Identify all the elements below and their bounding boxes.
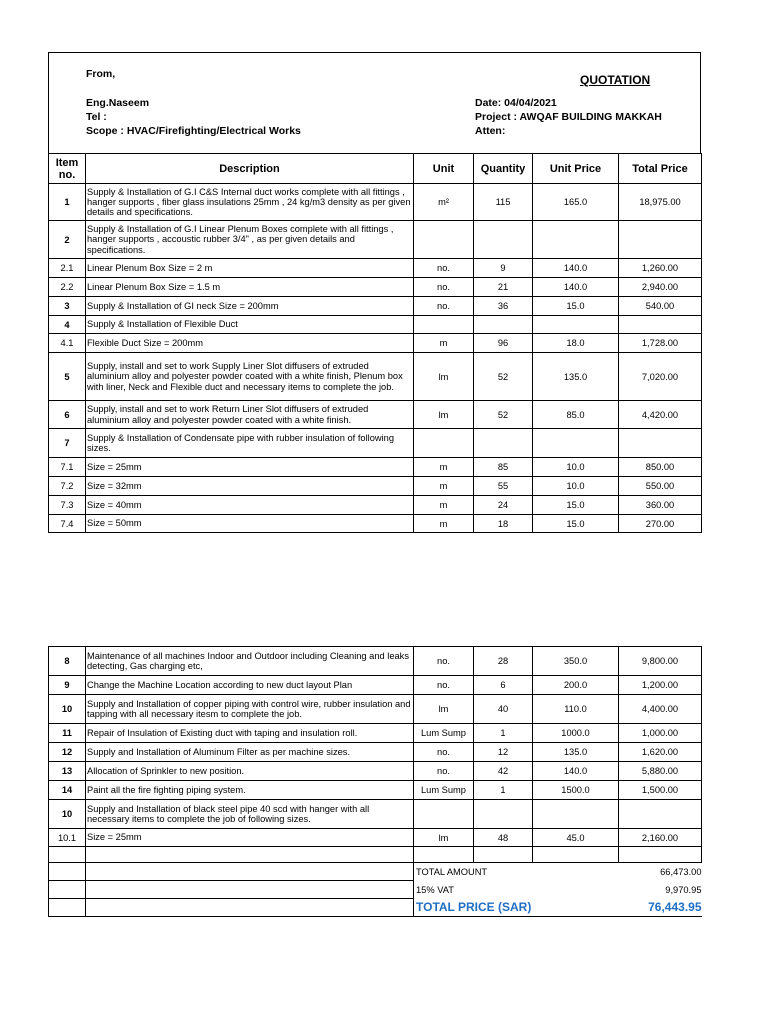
quantity-cell: 115	[474, 184, 533, 221]
table-row	[49, 496, 702, 515]
total-price-cell: 1,260.00	[619, 259, 702, 278]
unit-cell: no.	[414, 647, 474, 676]
table-header-row	[49, 154, 702, 184]
total-price-cell: 1,728.00	[619, 334, 702, 353]
quantity-cell: 48	[474, 829, 533, 847]
unit-cell: Lum Sump	[414, 781, 474, 800]
col-header-item-no: Item no.	[49, 154, 86, 184]
item-no-cell: 1	[49, 184, 86, 221]
table-row	[49, 676, 702, 695]
description-cell: Maintenance of all machines Indoor and Outdoor including Cleaning and leaks detecting, Gas charging etc,	[86, 647, 414, 676]
quantity-cell: 21	[474, 278, 533, 297]
unit-price-cell: 140.0	[533, 259, 619, 278]
table-row	[49, 259, 702, 278]
table-row	[49, 762, 702, 781]
col-header-description: Description	[86, 154, 414, 184]
total-price-cell	[619, 316, 702, 334]
description-cell: Size = 25mm	[86, 458, 414, 477]
description-cell: Supply & Installation of GI neck Size = 200mm	[86, 297, 414, 316]
unit-price-cell: 135.0	[533, 353, 619, 401]
description-cell: Supply and Installation of copper piping with control wire, rubber insulation and tapping with all necessary itesm to complete the job.	[86, 695, 414, 724]
item-no-cell: 9	[49, 676, 86, 695]
unit-price-cell	[533, 429, 619, 458]
total-price-cell: 2,160.00	[619, 829, 702, 847]
description-cell: Supply, install and set to work Return Liner Slot diffusers of extruded aluminium alloy and polyester powder coated with a white finish.	[86, 401, 414, 429]
unit-price-cell: 140.0	[533, 278, 619, 297]
item-no-cell: 7.2	[49, 477, 86, 496]
unit-cell: no.	[414, 762, 474, 781]
quotation-title: QUOTATION	[580, 73, 651, 87]
unit-cell: m	[414, 458, 474, 477]
total-price-cell: 1,620.00	[619, 743, 702, 762]
unit-price-cell: 15.0	[533, 297, 619, 316]
unit-cell: m	[414, 515, 474, 533]
from-label: From,	[86, 68, 116, 80]
description-cell: Supply & Installation of G.I Linear Plenum Boxes complete with all fittings , hanger supports , accoustic rubber 3/4" , as per given details and specifications.	[86, 221, 414, 259]
item-no-cell: 7	[49, 429, 86, 458]
description-cell: Size = 32mm	[86, 477, 414, 496]
description-cell: Linear Plenum Box Size = 2 m	[86, 259, 414, 278]
description-cell: Supply and Installation of black steel pipe 40 scd with hanger with all necessary items to complete the job of following sizes.	[86, 800, 414, 829]
date-text: Date: 04/04/2021	[475, 97, 557, 109]
table-row	[49, 781, 702, 800]
quantity-cell: 85	[474, 458, 533, 477]
total-price-cell	[619, 429, 702, 458]
unit-cell: lm	[414, 829, 474, 847]
unit-price-cell	[533, 221, 619, 259]
description-cell: Supply & Installation of G.I C&S Internal duct works complete with all fittings , hanger supports , fiber glass insulations 25mm , 24 kg/m3 density as per given details and specifications.	[86, 184, 414, 221]
col-header-quantity: Quantity	[474, 154, 533, 184]
unit-cell: Lum Sump	[414, 724, 474, 743]
item-no-cell: 2	[49, 221, 86, 259]
total-price-cell: 4,420.00	[619, 401, 702, 429]
unit-price-cell: 15.0	[533, 515, 619, 533]
quantity-cell: 36	[474, 297, 533, 316]
table-row	[49, 429, 702, 458]
item-no-cell: 7.4	[49, 515, 86, 533]
item-no-cell: 4	[49, 316, 86, 334]
unit-cell: m	[414, 334, 474, 353]
description-cell: Supply and Installation of Aluminum Filter as per machine sizes.	[86, 743, 414, 762]
unit-price-cell: 85.0	[533, 401, 619, 429]
total-price-cell: 1,200.00	[619, 676, 702, 695]
item-no-cell: 6	[49, 401, 86, 429]
quantity-cell: 55	[474, 477, 533, 496]
total-price-cell: 1,500.00	[619, 781, 702, 800]
unit-price-cell: 10.0	[533, 458, 619, 477]
item-no-cell: 10	[49, 800, 86, 829]
total-price-cell: 540.00	[619, 297, 702, 316]
table-row	[49, 695, 702, 724]
unit-price-cell	[533, 316, 619, 334]
unit-cell	[414, 316, 474, 334]
quantity-cell	[474, 316, 533, 334]
total-price-cell: 5,880.00	[619, 762, 702, 781]
description-cell: Repair of Insulation of Existing duct with taping and insulation roll.	[86, 724, 414, 743]
table-row	[49, 353, 702, 401]
item-no-cell: 7.3	[49, 496, 86, 515]
quantity-cell: 24	[474, 496, 533, 515]
description-cell: Size = 25mm	[86, 829, 414, 847]
unit-price-cell: 1000.0	[533, 724, 619, 743]
description-cell: Supply & Installation of Condensate pipe with rubber insulation of following sizes.	[86, 429, 414, 458]
unit-price-cell	[533, 800, 619, 829]
total-price-cell: 270.00	[619, 515, 702, 533]
unit-cell: lm	[414, 401, 474, 429]
item-no-cell: 2.1	[49, 259, 86, 278]
items-table-2	[48, 646, 702, 847]
atten-label: Atten:	[475, 125, 506, 137]
total-amount-label: TOTAL AMOUNT	[414, 863, 619, 881]
total-price-label: TOTAL PRICE (SAR)	[414, 899, 619, 917]
project-text: Project : AWQAF BUILDING MAKKAH	[475, 111, 662, 123]
description-cell: Size = 40mm	[86, 496, 414, 515]
unit-cell: no.	[414, 259, 474, 278]
totals-table	[48, 846, 702, 917]
table-row	[49, 278, 702, 297]
total-price-cell: 7,020.00	[619, 353, 702, 401]
unit-cell: no.	[414, 676, 474, 695]
quantity-cell: 1	[474, 781, 533, 800]
unit-price-cell: 200.0	[533, 676, 619, 695]
total-price-cell: 9,800.00	[619, 647, 702, 676]
vat-value: 9,970.95	[665, 884, 702, 895]
description-cell: Flexible Duct Size = 200mm	[86, 334, 414, 353]
vat-row	[49, 881, 702, 899]
unit-price-cell: 350.0	[533, 647, 619, 676]
unit-cell	[414, 221, 474, 259]
unit-price-cell: 1500.0	[533, 781, 619, 800]
total-price-cell: 360.00	[619, 496, 702, 515]
unit-price-cell: 135.0	[533, 743, 619, 762]
unit-cell: no.	[414, 743, 474, 762]
item-no-cell: 3	[49, 297, 86, 316]
total-price-cell: 850.00	[619, 458, 702, 477]
table-row	[49, 401, 702, 429]
unit-cell: m²	[414, 184, 474, 221]
item-no-cell: 10.1	[49, 829, 86, 847]
description-cell: Supply & Installation of Flexible Duct	[86, 316, 414, 334]
unit-price-cell: 15.0	[533, 496, 619, 515]
table-row	[49, 316, 702, 334]
quantity-cell	[474, 800, 533, 829]
total-price-cell: 18,975.00	[619, 184, 702, 221]
item-no-cell: 11	[49, 724, 86, 743]
unit-cell: m	[414, 477, 474, 496]
unit-cell: lm	[414, 353, 474, 401]
engineer-name: Eng.Naseem	[86, 97, 150, 109]
table-row	[49, 458, 702, 477]
total-amount-row	[49, 863, 702, 881]
total-price-cell: 4,400.00	[619, 695, 702, 724]
total-price-row	[49, 899, 702, 917]
description-cell: Size = 50mm	[86, 515, 414, 533]
unit-price-cell: 10.0	[533, 477, 619, 496]
description-cell: Linear Plenum Box Size = 1.5 m	[86, 278, 414, 297]
item-no-cell: 7.1	[49, 458, 86, 477]
table-row	[49, 743, 702, 762]
total-price-cell: 550.00	[619, 477, 702, 496]
table-row	[49, 515, 702, 533]
total-price-cell	[619, 800, 702, 829]
quantity-cell: 52	[474, 401, 533, 429]
table-row	[49, 800, 702, 829]
table-row	[49, 184, 702, 221]
quantity-cell: 9	[474, 259, 533, 278]
unit-cell: lm	[414, 695, 474, 724]
table-row	[49, 724, 702, 743]
table-row	[49, 297, 702, 316]
item-no-cell: 5	[49, 353, 86, 401]
items-table-1	[48, 153, 702, 533]
quantity-cell: 40	[474, 695, 533, 724]
total-price-cell: 2,940.00	[619, 278, 702, 297]
unit-price-cell: 165.0	[533, 184, 619, 221]
unit-cell: no.	[414, 297, 474, 316]
description-cell: Paint all the fire fighting piping system.	[86, 781, 414, 800]
table-row	[49, 647, 702, 676]
quantity-cell: 52	[474, 353, 533, 401]
quantity-cell: 1	[474, 724, 533, 743]
unit-price-cell: 18.0	[533, 334, 619, 353]
table-row	[49, 477, 702, 496]
total-amount-value: 66,473.00	[619, 863, 702, 881]
quantity-cell: 6	[474, 676, 533, 695]
item-no-cell: 12	[49, 743, 86, 762]
col-header-unit: Unit	[414, 154, 474, 184]
quantity-cell: 96	[474, 334, 533, 353]
item-no-cell: 4.1	[49, 334, 86, 353]
table-row	[49, 829, 702, 847]
unit-price-cell: 110.0	[533, 695, 619, 724]
description-cell: Allocation of Sprinkler to new position.	[86, 762, 414, 781]
table-row	[49, 221, 702, 259]
table-row	[49, 334, 702, 353]
unit-cell	[414, 429, 474, 458]
item-no-cell: 13	[49, 762, 86, 781]
quantity-cell	[474, 429, 533, 458]
scope-text: Scope : HVAC/Firefighting/Electrical Works	[86, 125, 301, 137]
unit-price-cell: 140.0	[533, 762, 619, 781]
total-price-cell: 1,000.00	[619, 724, 702, 743]
description-cell: Change the Machine Location according to new duct layout Plan	[86, 676, 414, 695]
item-no-cell: 10	[49, 695, 86, 724]
unit-cell: m	[414, 496, 474, 515]
unit-cell: no.	[414, 278, 474, 297]
item-no-cell: 14	[49, 781, 86, 800]
unit-price-cell: 45.0	[533, 829, 619, 847]
description-cell: Supply, install and set to work Supply Liner Slot diffusers of extruded aluminium alloy and polyester powder coated with a white finish, Plenum box with liner, Neck and Flexible duct and necessary items to complete the job.	[86, 353, 414, 401]
quantity-cell: 12	[474, 743, 533, 762]
item-no-cell: 8	[49, 647, 86, 676]
quantity-cell: 28	[474, 647, 533, 676]
tel-label: Tel :	[86, 111, 107, 123]
total-price-cell	[619, 221, 702, 259]
quantity-cell: 18	[474, 515, 533, 533]
vat-label: 15% VAT	[416, 884, 454, 895]
col-header-total-price: Total Price	[619, 154, 702, 184]
unit-cell	[414, 800, 474, 829]
quantity-cell: 42	[474, 762, 533, 781]
total-price-value: 76,443.95	[619, 899, 702, 917]
quantity-cell	[474, 221, 533, 259]
item-no-cell: 2.2	[49, 278, 86, 297]
col-header-unit-price: Unit Price	[533, 154, 619, 184]
blank-row	[49, 847, 702, 863]
